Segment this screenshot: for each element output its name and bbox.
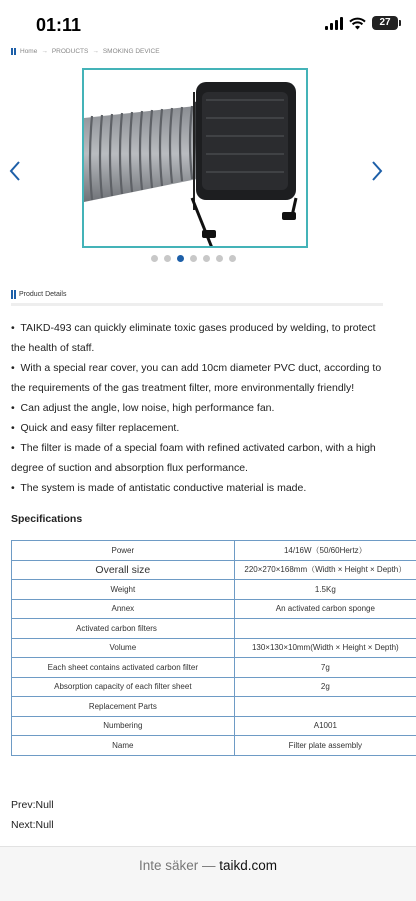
product-image	[82, 68, 308, 248]
prev-link[interactable]: Prev:Null	[11, 799, 54, 811]
spec-value	[234, 619, 416, 639]
table-row	[12, 677, 416, 697]
spec-value: 1.5Kg	[234, 580, 416, 600]
carousel-dot[interactable]	[164, 255, 171, 262]
status-bar	[0, 0, 416, 48]
insecure-label: Inte säker —	[139, 858, 216, 873]
table-row	[12, 697, 416, 717]
spec-value: Filter plate assembly	[234, 736, 416, 756]
spec-label: Volume	[12, 638, 235, 658]
table-row	[12, 541, 416, 561]
product-details-heading	[11, 290, 66, 299]
spec-label: Replacement Parts	[12, 697, 235, 717]
carousel-prev-arrow-icon[interactable]	[8, 160, 22, 182]
status-time: 01:11	[36, 15, 81, 36]
fume-extractor-illustration	[84, 70, 306, 246]
carousel-dot-active[interactable]	[177, 255, 184, 262]
detail-bullet: • TAIKD-493 can quickly eliminate toxic gases produced by welding, to protect the health of staff.	[11, 318, 383, 358]
carousel-next-arrow-icon[interactable]	[370, 160, 384, 182]
url-host: taikd.com	[219, 858, 277, 873]
carousel-dot[interactable]	[190, 255, 197, 262]
section-divider	[11, 303, 383, 306]
section-marker-icon	[11, 290, 16, 299]
breadcrumb-separator: →	[92, 48, 99, 55]
spec-label: Numbering	[12, 716, 235, 736]
spec-label: Weight	[12, 580, 235, 600]
breadcrumb-products[interactable]: PRODUCTS	[52, 48, 88, 55]
spec-value: 130×130×10mm(Width × Height × Depth)	[234, 638, 416, 658]
spec-value: An activated carbon sponge	[234, 599, 416, 619]
spec-value: 14/16W（50/60Hertz）	[234, 541, 416, 561]
specifications-title: Specifications	[11, 513, 82, 525]
carousel-dot[interactable]	[151, 255, 158, 262]
carousel-dot[interactable]	[229, 255, 236, 262]
carousel-dot[interactable]	[203, 255, 210, 262]
detail-bullet: • With a special rear cover, you can add 10cm diameter PVC duct, according to the requirements of the gas treatment filter, more environmentally friendly!	[11, 358, 383, 398]
breadcrumb	[11, 48, 160, 55]
breadcrumb-separator: →	[41, 48, 48, 55]
spec-value: 220×270×168mm（Width × Height × Depth）	[234, 560, 416, 580]
spec-label: Overall size	[12, 560, 235, 580]
table-row	[12, 599, 416, 619]
url-display[interactable]	[0, 858, 416, 873]
spec-value: 2g	[234, 677, 416, 697]
wifi-icon	[349, 17, 366, 30]
breadcrumb-home[interactable]: Home	[20, 48, 37, 55]
status-icons	[325, 16, 398, 30]
table-row	[12, 736, 416, 756]
signal-icon	[325, 17, 343, 30]
specifications-table	[11, 540, 416, 756]
spec-label: Each sheet contains activated carbon filter	[12, 658, 235, 678]
battery-icon: 27	[372, 16, 398, 30]
spec-label: Activated carbon filters	[12, 619, 235, 639]
table-row	[12, 580, 416, 600]
carousel-dot[interactable]	[216, 255, 223, 262]
spec-label: Name	[12, 736, 235, 756]
detail-bullet: • Can adjust the angle, low noise, high performance fan.	[11, 398, 383, 418]
spec-value: A1001	[234, 716, 416, 736]
table-row	[12, 560, 416, 580]
table-row	[12, 716, 416, 736]
detail-bullet: • The filter is made of a special foam with refined activated carbon, with a high degree of suction and absorption flux performance.	[11, 438, 383, 478]
spec-label: Absorption capacity of each filter sheet	[12, 677, 235, 697]
spec-label: Annex	[12, 599, 235, 619]
next-link[interactable]: Next:Null	[11, 819, 54, 831]
detail-bullet: • Quick and easy filter replacement.	[11, 418, 383, 438]
spec-value	[234, 697, 416, 717]
carousel-dots	[151, 255, 236, 262]
browser-url-bar[interactable]	[0, 846, 416, 901]
spec-value: 7g	[234, 658, 416, 678]
table-row	[12, 658, 416, 678]
breadcrumb-marker-icon	[11, 48, 16, 55]
table-row	[12, 638, 416, 658]
product-details-list	[11, 318, 383, 498]
product-details-title: Product Details	[19, 291, 66, 298]
breadcrumb-smoking-device[interactable]: SMOKING DEVICE	[103, 48, 160, 55]
detail-bullet: • The system is made of antistatic conductive material is made.	[11, 478, 383, 498]
spec-label: Power	[12, 541, 235, 561]
table-row	[12, 619, 416, 639]
